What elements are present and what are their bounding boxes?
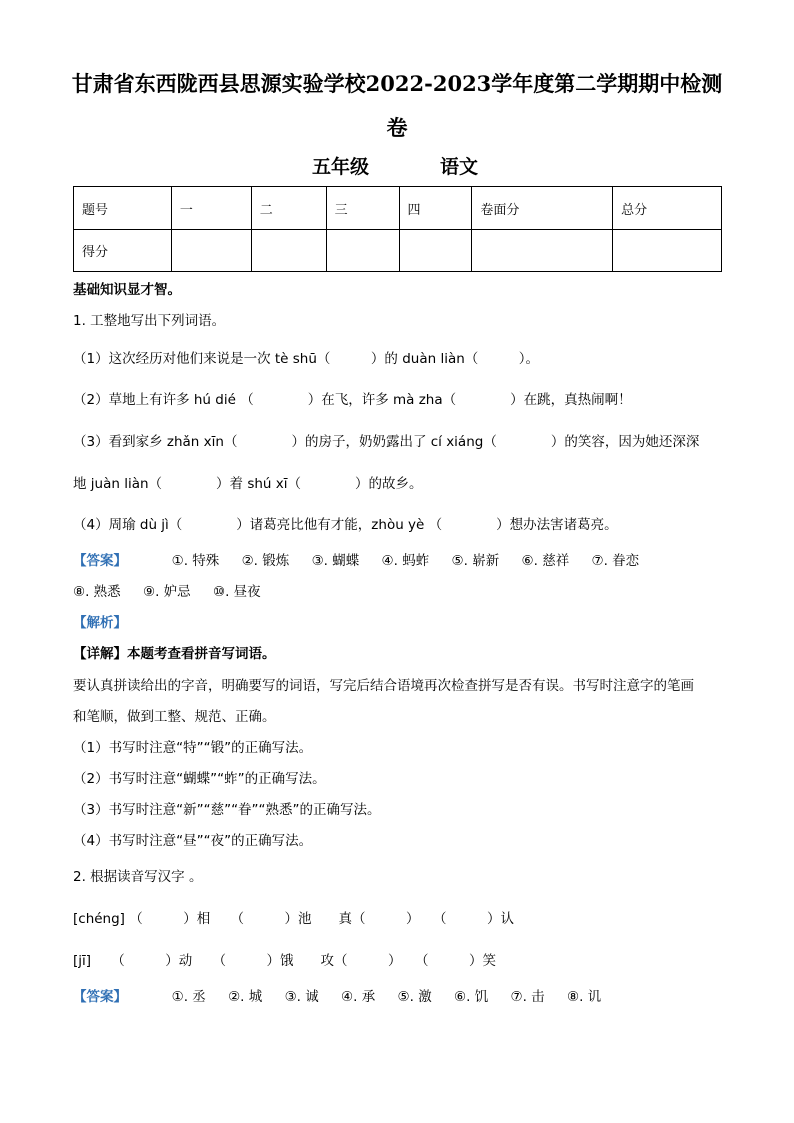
score-table-cell: [472, 230, 613, 272]
answer-item: ①. 丞: [171, 989, 206, 1005]
exam-title-line1: 甘肃省东西陇西县思源实验学校2022-2023学年度第二学期期中检测: [71, 71, 723, 96]
score-table-cell: 四: [399, 187, 472, 230]
exam-title-line2: 卷: [386, 115, 408, 140]
question-2-stem: 2. 根据读音写汉字 。: [73, 869, 203, 885]
answer-item: ④. 蚂蚱: [381, 553, 430, 569]
question-1-item: （2）草地上有许多 hú dié （ ）在飞，许多 mà zha（ ）在跳，真热闹啊！: [73, 392, 632, 408]
detail-line: [73, 645, 276, 663]
score-table: [73, 186, 722, 272]
analysis-paragraph: 和笔顺，做到工整、规范、正确。: [73, 709, 276, 725]
analysis-note: （2）书写时注意“蝴蝶”“蚱”的正确写法。: [73, 771, 326, 787]
detail-text: 【详解】本题考查看拼音写词语。: [73, 646, 276, 662]
question-1-stem: 1. 工整地写出下列词语。: [73, 313, 226, 329]
question-2-item: [chéng] （ ）相 （ ）池 真（ ） （ ）认: [73, 911, 514, 927]
answer-item: ⑤. 崭新: [451, 553, 500, 569]
answer-item: ⑥. 慈祥: [521, 553, 570, 569]
score-table-cell: [171, 230, 251, 272]
answer-item: ⑩. 昼夜: [212, 584, 261, 600]
score-table-cell: [613, 230, 722, 272]
answer-item: ④. 承: [341, 989, 376, 1005]
answer-item: ⑤. 激: [397, 989, 432, 1005]
analysis-note: （4）书写时注意“昼”“夜”的正确写法。: [73, 833, 313, 849]
question-2-item: [jī] （ ）动 （ ）饿 攻（ ） （ ）笑: [73, 953, 497, 969]
answer-item: ⑧. 讥: [566, 989, 602, 1005]
answer-item: ⑦. 眷恋: [591, 553, 640, 569]
score-table-cell: [326, 230, 399, 272]
score-table-cell: 得分: [74, 230, 172, 272]
answer-item: ②. 城: [228, 989, 263, 1005]
question-1-item: （3）看到家乡 zhǎn xīn（ ）的房子，奶奶露出了 cí xiáng（ ）的笑容，因为她还深深: [73, 434, 700, 450]
grade-label: 五年级: [312, 156, 370, 178]
question-1-answers-row1: [73, 552, 639, 570]
answer-item: ③. 诚: [284, 989, 319, 1005]
score-table-cell: 二: [251, 187, 326, 230]
answer-item: ⑨. 妒忌: [142, 584, 191, 600]
answer-item: ②. 锻炼: [241, 553, 290, 569]
score-table-score-row: [74, 230, 722, 272]
section-heading: 基础知识显才智。: [73, 282, 181, 298]
analysis-label: 【解析】: [73, 615, 127, 631]
score-table-header-row: [74, 187, 722, 230]
score-table-cell: 题号: [74, 187, 172, 230]
question-1-item: 地 juàn liàn（ ）着 shú xī（ ）的故乡。: [73, 476, 423, 492]
question-1-item: （1）这次经历对他们来说是一次 tè shū（ ）的 duàn liàn（ ）。: [73, 351, 540, 367]
question-1-answers-row2: [73, 583, 261, 601]
score-table-cell: 总分: [613, 187, 722, 230]
score-table-cell: 卷面分: [472, 187, 613, 230]
subject-label: 语文: [440, 156, 479, 178]
analysis-note: （1）书写时注意“特”“锻”的正确写法。: [73, 740, 313, 756]
answer-item: ⑧. 熟悉: [73, 584, 121, 600]
answer-item: ⑥. 饥: [454, 989, 489, 1005]
score-table-cell: [251, 230, 326, 272]
question-2-answers: [73, 988, 601, 1006]
question-1-item: （4）周瑜 dù jì（ ）诸葛亮比他有才能，zhòu yè （ ）想办法害诸葛亮。: [73, 517, 618, 533]
analysis-paragraph: 要认真拼读给出的字音，明确要写的词语，写完后结合语境再次检查拼写是否有误。书写时注意字的笔画: [73, 678, 694, 694]
score-table-cell: 三: [326, 187, 399, 230]
analysis-note: （3）书写时注意“新”“慈”“眷”“熟悉”的正确写法。: [73, 802, 381, 818]
answer-item: ⑦. 击: [510, 989, 545, 1005]
answer-label: 【答案】: [73, 553, 127, 569]
answer-label: 【答案】: [73, 989, 127, 1005]
score-table-cell: [399, 230, 472, 272]
score-table-cell: 一: [171, 187, 251, 230]
answer-item: ③. 蝴蝶: [311, 553, 360, 569]
answer-item: ①. 特殊: [171, 553, 220, 569]
